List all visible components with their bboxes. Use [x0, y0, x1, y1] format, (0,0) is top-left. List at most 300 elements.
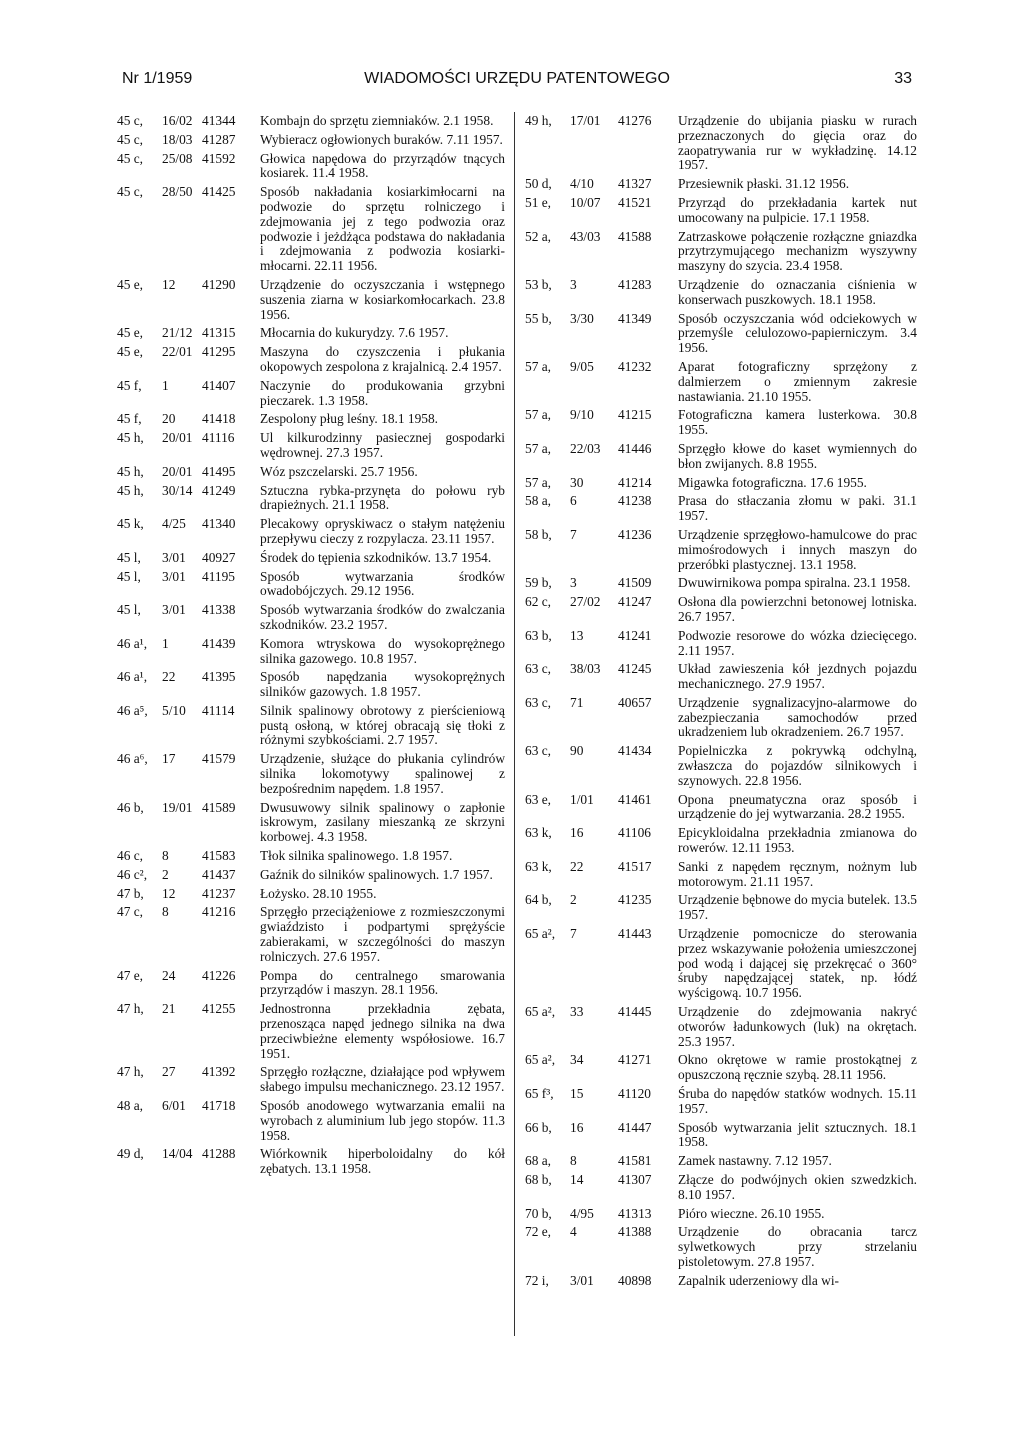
- patent-entry: [117, 278, 505, 322]
- class-symbol: 45 h,: [117, 482, 144, 498]
- class-symbol: 55 b,: [525, 310, 552, 326]
- patent-number: 41226: [202, 967, 236, 983]
- subclass: 1: [162, 377, 169, 393]
- patent-entry: [117, 185, 505, 274]
- patent-entry: [525, 230, 917, 274]
- patent-title: Sposób napędzania wysokoprężnych silników gazowych. 1.8 1957.: [260, 669, 505, 700]
- patent-number: 41114: [202, 702, 235, 718]
- patent-entry: [525, 1207, 917, 1222]
- class-symbol: 46 a⁵,: [117, 702, 148, 718]
- class-symbol: 66 b,: [525, 1119, 552, 1135]
- patent-entry: [525, 177, 917, 192]
- patent-title: Okno okrętowe w ramie prostokątnej z opuszczoną ręcznie szybą. 28.11 1956.: [678, 1052, 917, 1083]
- class-symbol: 52 a,: [525, 228, 552, 244]
- class-symbol: 46 a¹,: [117, 669, 148, 685]
- class-symbol: 68 b,: [525, 1172, 552, 1187]
- subclass: 8: [162, 904, 169, 920]
- patent-entry: [525, 595, 917, 625]
- subclass: 27: [162, 1064, 176, 1080]
- patent-entry: [117, 1099, 505, 1143]
- subclass: 22/03: [570, 440, 601, 456]
- subclass: 38/03: [570, 661, 601, 677]
- subclass: 3/01: [162, 549, 186, 565]
- patent-entry: [117, 431, 505, 461]
- patent-title: Pióro wieczne. 26.10 1955.: [678, 1205, 825, 1221]
- patent-number: 41237: [202, 885, 236, 901]
- patent-title: Maszyna do czyszczenia i płukania okopowych zespolona z krajalnicą. 2.4 1957.: [260, 344, 505, 374]
- patent-entry: [525, 1154, 917, 1169]
- class-symbol: 63 e,: [525, 791, 552, 807]
- subclass: 22/01: [162, 344, 193, 360]
- patent-title: Opona pneumatyczna oraz sposób i urządzenie do jej wytwarzania. 28.2 1955.: [678, 791, 917, 822]
- patent-number: 41215: [618, 407, 652, 423]
- patent-number: 41388: [618, 1224, 652, 1240]
- class-symbol: 65 a²,: [525, 1052, 556, 1068]
- patent-entry: [525, 793, 917, 823]
- subclass: 12: [162, 276, 176, 292]
- class-symbol: 45 c,: [117, 131, 144, 147]
- patent-number: 41439: [202, 635, 236, 651]
- patent-number: 41116: [202, 430, 235, 446]
- patent-entry: [525, 528, 917, 572]
- patent-title: Urządzenie pomocnicze do sterowania przez wskazywanie położenia umieszczonej pod wodą i dającej się przekręcać o 360° śruby napędzającej statek, np. łódź wyścigową. 10.7 1956.: [678, 926, 917, 1001]
- patent-title: Sprzęgło przeciążeniowe z rozmieszczonymi gwiaździsto i podpartymi sprężyście zabierakami, w szczególności do maszyn rolniczych. 27.6 1957.: [260, 904, 505, 964]
- patent-number: 41521: [618, 194, 652, 210]
- patent-entry: [525, 744, 917, 788]
- patent-title: Urządzenie do oznaczania ciśnienia w konserwach puszkowych. 18.1 1958.: [678, 276, 917, 307]
- patent-title: Sprzęgło kłowe do kaset wymiennych do błon zwijanych. 8.8 1955.: [678, 440, 917, 471]
- subclass: 30: [570, 474, 584, 490]
- patent-number: 41509: [618, 575, 652, 591]
- patent-number: 41434: [618, 743, 652, 759]
- patent-title: Naczynie do produkowania grzybni pieczarek. 1.3 1958.: [260, 377, 505, 408]
- patent-entry: [117, 326, 505, 341]
- subclass: 3: [570, 575, 577, 591]
- patent-entry: [525, 114, 917, 173]
- patent-number: 41589: [202, 799, 236, 815]
- class-symbol: 63 k,: [525, 858, 552, 874]
- class-symbol: 45 k,: [117, 516, 144, 532]
- class-symbol: 65 f³,: [525, 1086, 554, 1102]
- patent-number: 41392: [202, 1064, 236, 1080]
- class-symbol: 65 a²,: [525, 926, 556, 942]
- subclass: 20/01: [162, 463, 193, 479]
- class-symbol: 45 h,: [117, 430, 144, 446]
- class-symbol: 57 a,: [525, 474, 552, 490]
- patent-number: 41295: [202, 344, 236, 360]
- patent-title: Urządzenie bębnowe do mycia butelek. 13.5 1957.: [678, 892, 917, 923]
- patent-title: Pompa do centralnego smarowania przyrządów i maszyn. 28.1 1956.: [260, 967, 505, 998]
- patent-number: 40657: [618, 694, 652, 710]
- patent-number: 41249: [202, 482, 236, 498]
- patent-title: Tłok silnika spalinowego. 1.8 1957.: [260, 848, 453, 864]
- patent-title: Młocarnia do kukurydzy. 7.6 1957.: [260, 325, 449, 341]
- patent-entry: [117, 152, 505, 182]
- patent-entry: [525, 576, 917, 591]
- subclass: 28/50: [162, 184, 193, 200]
- class-symbol: 65 a²,: [525, 1004, 556, 1020]
- subclass: 13: [570, 627, 584, 643]
- patent-entry: [525, 1173, 917, 1203]
- patent-title: Śruba do napędów statków wodnych. 15.11 1957.: [678, 1086, 917, 1116]
- patent-entry: [117, 752, 505, 796]
- class-symbol: 45 e,: [117, 276, 144, 292]
- subclass: 24: [162, 967, 176, 983]
- patent-entry: [525, 927, 917, 1001]
- subclass: 34: [570, 1052, 584, 1068]
- patent-title: Sposób wytwarzania środków owadobójczych. 29.12 1956.: [260, 568, 505, 599]
- patent-title: Wiórkownik hiperboloidalny do kół zębatych. 13.1 1958.: [260, 1146, 505, 1177]
- subclass: 30/14: [162, 482, 193, 498]
- class-symbol: 50 d,: [525, 176, 552, 192]
- patent-entry: [117, 849, 505, 864]
- patent-title: Zespolony pług leśny. 18.1 1958.: [260, 411, 439, 427]
- patent-title: Sanki z napędem ręcznym, nożnym lub motorowym. 21.11 1957.: [678, 858, 917, 889]
- patent-title: Sposób wytwarzania jelit sztucznych. 18.1 1958.: [678, 1119, 917, 1150]
- patent-number: 41232: [618, 358, 652, 374]
- patent-entry: [117, 133, 505, 148]
- patent-number: 41307: [618, 1172, 652, 1187]
- patent-title: Zapalnik uderzeniowy dla wi-: [678, 1272, 840, 1288]
- patent-entry: [117, 969, 505, 999]
- patent-number: 41445: [618, 1004, 652, 1020]
- subclass: 43/03: [570, 228, 601, 244]
- patent-number: 41418: [202, 411, 236, 427]
- patent-number: 41581: [618, 1153, 652, 1169]
- patent-number: 41106: [618, 825, 651, 841]
- patent-title: Sposób oczyszczania wód odciekowych w przemyśle celulozowo-papierniczym. 3.4 1956.: [678, 310, 917, 356]
- right-column: [525, 114, 917, 1293]
- patent-number: 41579: [202, 751, 236, 767]
- subclass: 4/10: [570, 176, 594, 192]
- subclass: 2: [570, 892, 577, 908]
- patent-title: Fotograficzna kamera lusterkowa. 30.8 1955.: [678, 407, 917, 438]
- patent-entry: [117, 551, 505, 566]
- patent-number: 41120: [618, 1086, 651, 1102]
- subclass: 12: [162, 885, 176, 901]
- patent-entry: [525, 1225, 917, 1269]
- patent-number: 41195: [202, 568, 235, 584]
- subclass: 3/01: [162, 568, 186, 584]
- patent-entry: [525, 442, 917, 472]
- patent-number: 41443: [618, 926, 652, 942]
- class-symbol: 59 b,: [525, 575, 552, 591]
- patent-entry: [117, 670, 505, 700]
- patent-title: Migawka fotograficzna. 17.6 1955.: [678, 474, 867, 490]
- class-symbol: 64 b,: [525, 892, 552, 908]
- patent-title: Środek do tępienia szkodników. 13.7 1954.: [260, 549, 492, 565]
- patent-number: 41271: [618, 1052, 652, 1068]
- class-symbol: 63 b,: [525, 627, 552, 643]
- subclass: 6/01: [162, 1098, 186, 1114]
- class-symbol: 47 h,: [117, 1001, 144, 1017]
- patent-entry: [117, 484, 505, 514]
- patent-title: Sztuczna rybka-przynęta do połowu ryb drapieżnych. 21.1 1958.: [260, 482, 505, 513]
- class-symbol: 45 l,: [117, 568, 141, 584]
- subclass: 3/01: [570, 1272, 594, 1288]
- patent-title: Przyrząd do przekładania kartek nut umocowany na pulpicie. 17.1 1958.: [678, 194, 917, 225]
- subclass: 18/03: [162, 131, 193, 147]
- patent-title: Sposób nakładania kosiarkimłocarni na podwozie do sprzętu rolniczego i zdejmowania jej z tego podwozia oraz podwozie i jeżdżąca podstawa do nakładania i zdejmowania z podwozia kosiarki-młocarni. 22.11 1956.: [260, 184, 505, 274]
- page-header: [122, 70, 912, 96]
- class-symbol: 72 i,: [525, 1272, 549, 1288]
- subclass: 8: [570, 1153, 577, 1169]
- patent-entry: [117, 1065, 505, 1095]
- class-symbol: 46 b,: [117, 799, 144, 815]
- patent-number: 41349: [618, 310, 652, 326]
- class-symbol: 46 a¹,: [117, 635, 148, 651]
- class-symbol: 57 a,: [525, 358, 552, 374]
- subclass: 3/01: [162, 602, 186, 618]
- subclass: 4: [570, 1224, 577, 1240]
- subclass: 14: [570, 1172, 584, 1187]
- patent-entry: [525, 1087, 917, 1117]
- subclass: 16/02: [162, 113, 193, 128]
- patent-title: Wybieracz ogłowionych buraków. 7.11 1957.: [260, 131, 503, 147]
- class-symbol: 63 k,: [525, 825, 552, 841]
- patent-entry: [525, 629, 917, 659]
- subclass: 3: [570, 276, 577, 292]
- patent-entry: [525, 408, 917, 438]
- subclass: 4/25: [162, 516, 186, 532]
- patent-title: Złącze do podwójnych okien szwedzkich. 8.10 1957.: [678, 1172, 917, 1202]
- subclass: 3/30: [570, 310, 594, 326]
- subclass: 21/12: [162, 325, 193, 341]
- patent-entry: [117, 465, 505, 480]
- patent-entry: [117, 868, 505, 883]
- patent-title: Dwuwirnikowa pompa spiralna. 23.1 1958.: [678, 575, 911, 591]
- patent-number: 41592: [202, 150, 236, 166]
- patent-title: Urządzenie do oczyszczania i wstępnego suszenia ziarna w kosiarkomłocarkach. 23.8 1956.: [260, 276, 505, 322]
- patent-entry: [525, 196, 917, 226]
- subclass: 2: [162, 866, 169, 882]
- patent-number: 41214: [618, 474, 652, 490]
- patent-number: 41247: [618, 594, 652, 610]
- patent-number: 41583: [202, 848, 236, 864]
- class-symbol: 45 e,: [117, 325, 144, 341]
- patent-entry: [117, 379, 505, 409]
- patent-title: Urządzenie sygnalizacyjno-alarmowe do zabezpieczania samochodów przed ukradzeniem lub okradzeniem. 26.7 1957.: [678, 694, 917, 740]
- patent-title: Głowica napędowa do przyrządów tnących kosiarek. 11.4 1958.: [260, 150, 505, 181]
- subclass: 25/08: [162, 150, 193, 166]
- patent-title: Plecakowy opryskiwacz o stałym natężeniu przepływu cieczy z rozpylacza. 23.11 1957.: [260, 516, 505, 546]
- patent-entry: [117, 905, 505, 964]
- class-symbol: 63 c,: [525, 743, 552, 759]
- subclass: 5/10: [162, 702, 186, 718]
- patent-entry: [117, 704, 505, 748]
- class-symbol: 57 a,: [525, 440, 552, 456]
- patent-number: 41283: [618, 276, 652, 292]
- patent-entry: [525, 278, 917, 308]
- class-symbol: 49 d,: [117, 1146, 144, 1162]
- patent-number: 41236: [618, 526, 652, 542]
- subclass: 7: [570, 526, 577, 542]
- class-symbol: 58 a,: [525, 493, 552, 509]
- patent-number: 41241: [618, 627, 652, 643]
- patent-entry: [525, 1274, 917, 1289]
- patent-entry: [117, 637, 505, 667]
- patent-number: 41425: [202, 184, 236, 200]
- patent-number: 40898: [618, 1272, 652, 1288]
- patent-number: 41446: [618, 440, 652, 456]
- subclass: 8: [162, 848, 169, 864]
- patent-title: Urządzenie, służące do płukania cylindrów silnika lokomotywy spalinowej z bezpośrednim napędem. 1.8 1957.: [260, 751, 505, 796]
- patent-entry: [117, 801, 505, 845]
- class-symbol: 46 c²,: [117, 866, 148, 882]
- class-symbol: 46 c,: [117, 848, 144, 864]
- patent-number: 41255: [202, 1001, 236, 1017]
- subclass: 20/01: [162, 430, 193, 446]
- patent-entry: [525, 1121, 917, 1151]
- patent-entry: [117, 570, 505, 600]
- subclass: 27/02: [570, 594, 601, 610]
- patent-number: 41718: [202, 1098, 236, 1114]
- patent-entry: [525, 893, 917, 923]
- patent-title: Wóz pszczelarski. 25.7 1956.: [260, 463, 418, 479]
- patent-number: 41288: [202, 1146, 236, 1162]
- subclass: 21: [162, 1001, 176, 1017]
- patent-title: Sprzęgło rozłączne, działające pod wpływem słabego impulsu mechanicznego. 23.12 1957.: [260, 1064, 505, 1095]
- subclass: 6: [570, 493, 577, 509]
- class-symbol: 68 a,: [525, 1153, 552, 1169]
- patent-title: Urządzenie do ubijania piasku w rurach przeznaczonych do gięcia oraz do zaopatrywania rur w wykładzinę. 14.12 1957.: [678, 113, 917, 173]
- class-symbol: 47 b,: [117, 885, 144, 901]
- subclass: 22: [570, 858, 584, 874]
- patent-number: 41313: [618, 1205, 652, 1221]
- class-symbol: 53 b,: [525, 276, 552, 292]
- subclass: 15: [570, 1086, 584, 1102]
- issue-number: Nr 1/1959: [122, 70, 193, 87]
- patent-entry: [525, 1053, 917, 1083]
- patent-entry: [117, 345, 505, 375]
- patent-title: Aparat fotograficzny sprzężony z dalmierzem o zmiennym zakresie nastawiania. 21.10 1955.: [678, 358, 917, 404]
- journal-title: WIADOMOŚCI URZĘDU PATENTOWEGO: [364, 70, 670, 87]
- class-symbol: 45 h,: [117, 463, 144, 479]
- subclass: 33: [570, 1004, 584, 1020]
- patent-number: 41238: [618, 493, 652, 509]
- patent-number: 41338: [202, 602, 236, 618]
- patent-entry: [117, 114, 505, 129]
- patent-number: 41344: [202, 113, 236, 128]
- patent-number: 41495: [202, 463, 236, 479]
- patent-title: Urządzenie do zdejmowania nakryć otworów ładunkowych (luk) na okrętach. 25.3 1957.: [678, 1004, 917, 1049]
- patent-title: Kombajn do sprzętu ziemniaków. 2.1 1958.: [260, 113, 494, 128]
- patent-entry: [525, 826, 917, 856]
- patent-title: Gaźnik do silników spalinowych. 1.7 1957.: [260, 866, 493, 882]
- left-column: [117, 114, 505, 1181]
- class-symbol: 45 f,: [117, 377, 142, 393]
- patent-entry: [117, 1002, 505, 1061]
- patent-title: Łożysko. 28.10 1955.: [260, 885, 377, 901]
- subclass: 1: [162, 635, 169, 651]
- patent-number: 41287: [202, 131, 236, 147]
- patent-entry: [525, 312, 917, 356]
- patent-number: 41395: [202, 669, 236, 685]
- class-symbol: 47 c,: [117, 904, 144, 920]
- patent-entry: [117, 1147, 505, 1177]
- patent-entry: [525, 696, 917, 740]
- subclass: 19/01: [162, 799, 193, 815]
- subclass: 16: [570, 825, 584, 841]
- class-symbol: 58 b,: [525, 526, 552, 542]
- patent-title: Układ zawieszenia kół jezdnych pojazdu mechanicznego. 27.9 1957.: [678, 661, 917, 692]
- patent-entry: [525, 860, 917, 890]
- patent-number: 41216: [202, 904, 236, 920]
- patent-number: 41315: [202, 325, 236, 341]
- class-symbol: 47 h,: [117, 1064, 144, 1080]
- patent-number: 41290: [202, 276, 236, 292]
- patent-title: Przesiewnik płaski. 31.12 1956.: [678, 176, 850, 192]
- patent-number: 41461: [618, 791, 652, 807]
- subclass: 7: [570, 926, 577, 942]
- patent-title: Urządzenie sprzęgłowo-hamulcowe do prac mimośrodowych i innych maszyn do przeróbki plastycznej. 13.1 1958.: [678, 526, 917, 572]
- subclass: 16: [570, 1119, 584, 1135]
- class-symbol: 46 a⁶,: [117, 751, 148, 767]
- class-symbol: 51 e,: [525, 194, 552, 210]
- patent-title: Dwusuwowy silnik spalinowy o zapłonie iskrowym, zasilany mieszanką ze skrzyni korbowej. 4.3 1958.: [260, 799, 505, 845]
- class-symbol: 45 l,: [117, 549, 141, 565]
- patent-entry: [117, 517, 505, 547]
- subclass: 22: [162, 669, 176, 685]
- subclass: 1/01: [570, 791, 594, 807]
- subclass: 20: [162, 411, 176, 427]
- page-number: 33: [894, 70, 912, 87]
- patent-title: Urządzenie do obracania tarcz sylwetkowych przy strzelaniu pistoletowym. 27.8 1957.: [678, 1224, 917, 1269]
- class-symbol: 49 h,: [525, 113, 552, 128]
- subclass: 9/05: [570, 358, 594, 374]
- patent-entry: [525, 476, 917, 491]
- class-symbol: 72 e,: [525, 1224, 552, 1240]
- class-symbol: 45 e,: [117, 344, 144, 360]
- class-symbol: 45 f,: [117, 411, 142, 427]
- patent-entry: [117, 887, 505, 902]
- patent-title: Popielniczka z pokrywką odchylną, zwłaszcza do pojazdów silnikowych i szynowych. 22.8 1956.: [678, 743, 917, 788]
- patent-entry: [525, 494, 917, 524]
- subclass: 90: [570, 743, 584, 759]
- patent-number: 41588: [618, 228, 652, 244]
- class-symbol: 45 c,: [117, 150, 144, 166]
- class-symbol: 63 c,: [525, 661, 552, 677]
- class-symbol: 57 a,: [525, 407, 552, 423]
- column-divider: [514, 112, 515, 1336]
- patent-title: Sposób anodowego wytwarzania emalii na wyrobach z aluminium lub jego stopów. 11.3 1958.: [260, 1098, 505, 1143]
- patent-number: 41327: [618, 176, 652, 192]
- class-symbol: 70 b,: [525, 1205, 552, 1221]
- patent-title: Zamek nastawny. 7.12 1957.: [678, 1153, 832, 1169]
- class-symbol: 48 a,: [117, 1098, 144, 1114]
- patent-title: Silnik spalinowy obrotowy z pierścieniową pustą osłoną, w której obracają się tłoki z różnymi szybkościami. 2.7 1957.: [260, 702, 505, 748]
- patent-title: Sposób wytwarzania środków do zwalczania szkodników. 23.2 1957.: [260, 602, 505, 632]
- patent-number: 41245: [618, 661, 652, 677]
- patent-number: 41235: [618, 892, 652, 908]
- patent-number: 41517: [618, 858, 652, 874]
- subclass: 10/07: [570, 194, 601, 210]
- patent-title: Zatrzaskowe połączenie rozłączne gniazdka przytrzymującego mechanizm wyszywny maszyny do szycia. 23.4 1958.: [678, 228, 917, 274]
- subclass: 17: [162, 751, 176, 767]
- patent-title: Komora wtryskowa do wysokoprężnego silnika gazowego. 10.8 1957.: [260, 635, 505, 666]
- patent-title: Prasa do stłaczania złomu w paki. 31.1 1957.: [678, 493, 917, 524]
- class-symbol: 45 l,: [117, 602, 141, 618]
- patent-title: Ul kilkurodzinny pasiecznej gospodarki wędrownej. 27.3 1957.: [260, 430, 505, 460]
- subclass: 9/10: [570, 407, 594, 423]
- patent-number: 40927: [202, 549, 236, 565]
- patent-entry: [117, 412, 505, 427]
- subclass: 4/95: [570, 1205, 594, 1221]
- subclass: 17/01: [570, 113, 601, 128]
- patent-entry: [525, 1005, 917, 1049]
- subclass: 14/04: [162, 1146, 193, 1162]
- subclass: 71: [570, 694, 584, 710]
